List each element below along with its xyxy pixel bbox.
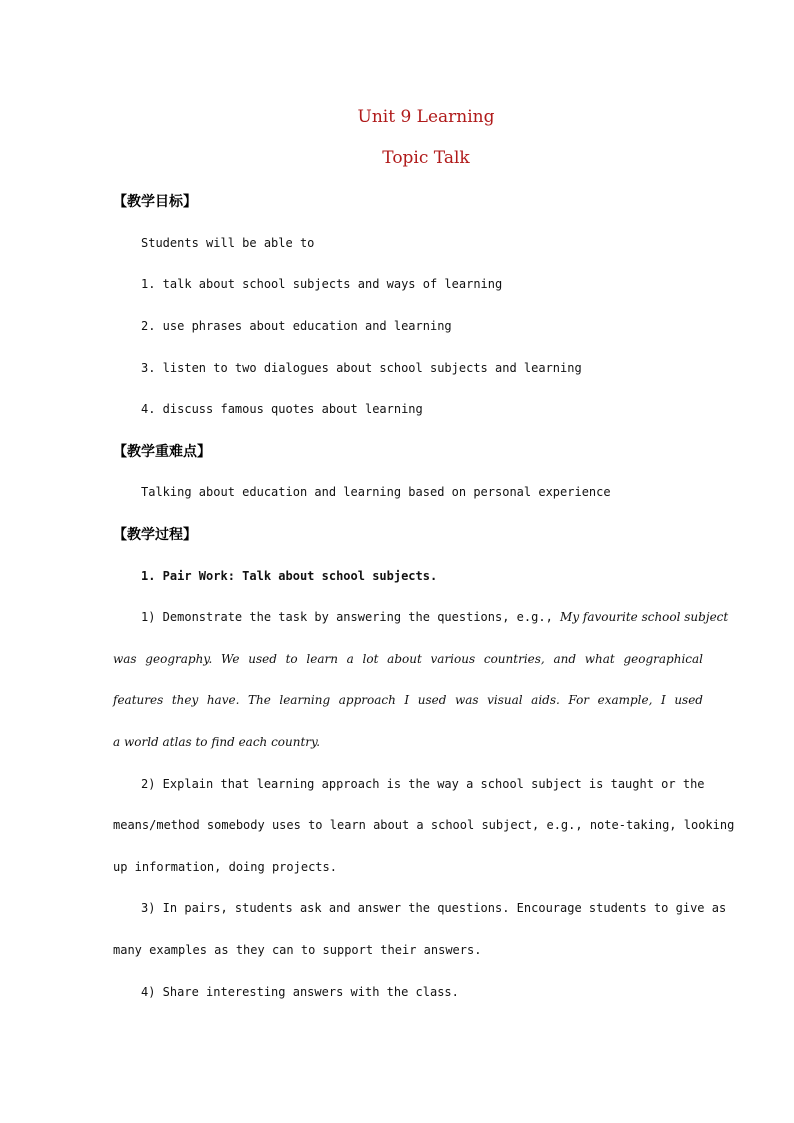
- step1-p3-line2: many examples as they can to support their answers.: [113, 943, 482, 957]
- step1-p4-line1: 4) Share interesting answers with the class.: [141, 985, 459, 999]
- step1-p1-line1: [141, 609, 729, 625]
- unit-title: Unit 9 Learning: [357, 107, 495, 127]
- step1-p2-line3: up information, doing projects.: [113, 860, 337, 874]
- step1-p1-line1-italic: My favourite school subject: [560, 610, 729, 624]
- topic-subtitle: Topic Talk: [382, 148, 470, 168]
- step1-p1-line4: a world atlas to find each country.: [113, 735, 321, 749]
- step1-p2-line1: 2) Explain that learning approach is the way a school subject is taught or the: [141, 777, 705, 791]
- objective-item: 3. listen to two dialogues about school subjects and learning: [141, 361, 582, 375]
- step1-title: 1. Pair Work: Talk about school subjects.: [141, 569, 438, 583]
- objective-item: 1. talk about school subjects and ways of learning: [141, 277, 503, 291]
- objective-item: 2. use phrases about education and learning: [141, 319, 452, 333]
- objectives-heading: 【教学目标】: [113, 194, 197, 210]
- step1-p1-line3: features they have. The learning approach I used was visual aids. For example, I used: [113, 693, 703, 707]
- step1-p3-line1: 3) In pairs, students ask and answer the questions. Encourage students to give as: [141, 901, 727, 915]
- process-heading: 【教学过程】: [113, 527, 197, 543]
- objectives-intro: Students will be able to: [141, 236, 315, 250]
- key-points-heading: 【教学重难点】: [113, 444, 211, 460]
- step1-p1-line2: was geography. We used to learn a lot about various countries, and what geographical: [113, 652, 703, 666]
- step1-p1-line1-plain: 1) Demonstrate the task by answering the questions, e.g.,: [141, 610, 553, 624]
- key-points-text: Talking about education and learning based on personal experience: [141, 485, 611, 499]
- objective-item: 4. discuss famous quotes about learning: [141, 402, 423, 416]
- step1-p2-line2: means/method somebody uses to learn about a school subject, e.g., note-taking, looking: [113, 818, 735, 832]
